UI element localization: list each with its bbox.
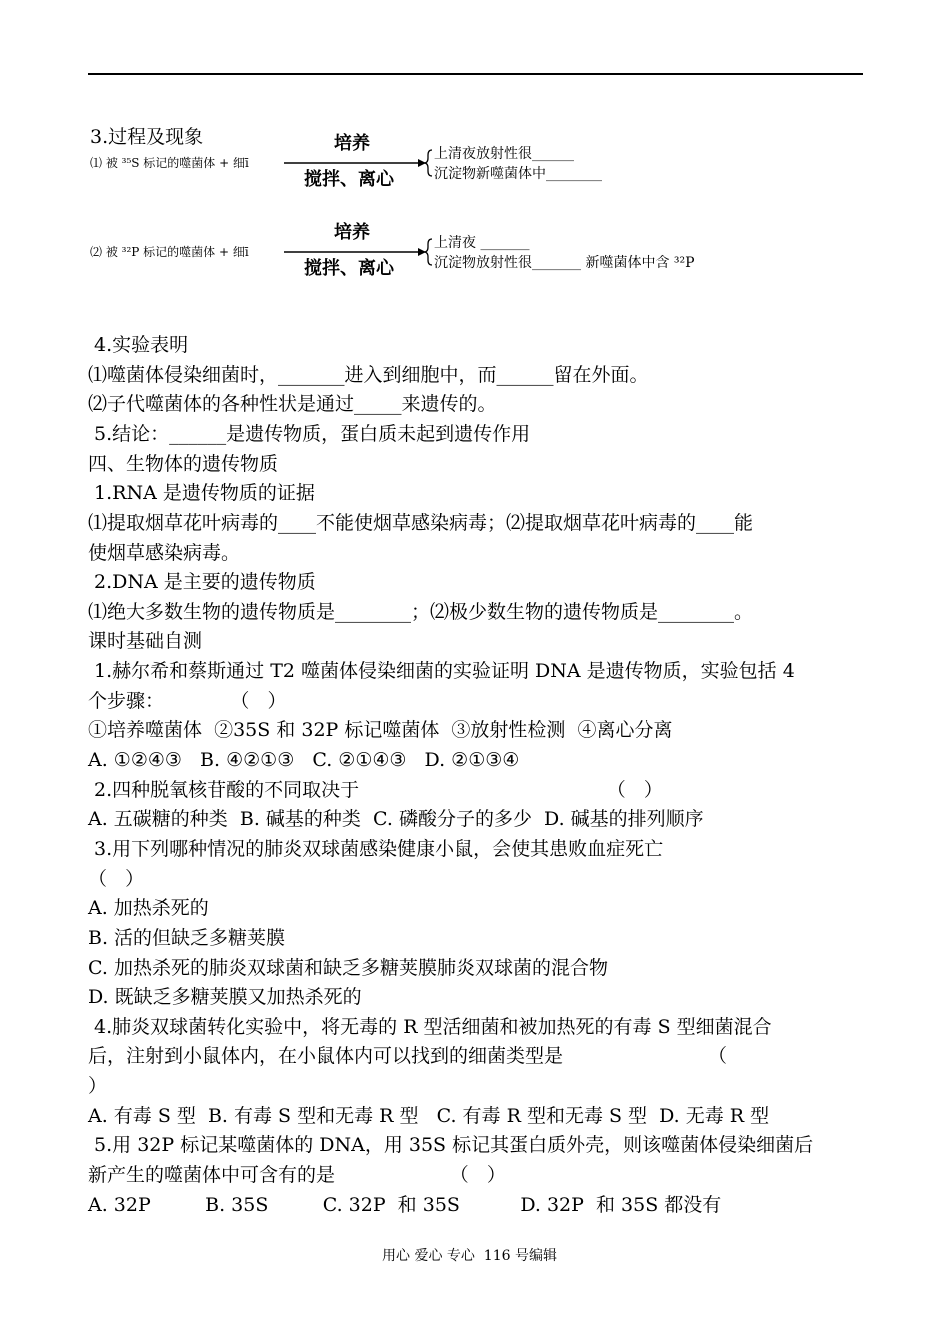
answer-option: A. 加热杀死的	[88, 897, 209, 919]
text-line: （ ）	[88, 868, 145, 890]
answer-options: A. 有毒 S 型 B. 有毒 S 型和无毒 R 型 C. 有毒 R 型和无毒 S 型 D. 无毒 R 型	[88, 1105, 770, 1127]
text-line: ⑴绝大多数生物的遗传物质是________；⑵极少数生物的遗传物质是________。	[88, 601, 754, 623]
text-line: 1.RNA 是遗传物质的证据	[88, 482, 315, 504]
row1-branch-upper: 上清夜放射性很______	[434, 146, 574, 162]
section-heading: 四、生物体的遗传物质	[88, 453, 279, 475]
question-3: 3.用下列哪种情况的肺炎双球菌感染健康小鼠，会使其患败血症死亡	[88, 838, 664, 860]
row2-label: ⑵ 被 ³²P 标记的噬菌体 + 细ī	[90, 245, 249, 259]
section-heading: 课时基础自测	[88, 630, 203, 652]
answer-option: C. 加热杀死的肺炎双球菌和缺乏多糖荚膜肺炎双球菌的混合物	[88, 957, 608, 979]
text-line: 个步骤： （ ）	[88, 690, 287, 712]
row2-branch-upper: 上清夜 _______	[434, 235, 530, 251]
answer-options: A. 五碳糖的种类 B. 碱基的种类 C. 磷酸分子的多少 D. 碱基的排列顺序	[88, 808, 704, 830]
question-1: 1.赫尔希和蔡斯通过 T2 噬菌体侵染细菌的实验证明 DNA 是遗传物质，实验包括 4	[88, 660, 795, 682]
question-5: 5.用 32P 标记某噬菌体的 DNA，用 35S 标记其蛋白质外壳，则该噬菌体侵染细菌后	[88, 1134, 814, 1156]
row2-top-text: 培养	[334, 222, 370, 243]
row2-branch-lower: 沉淀物放射性很_______ 新噬菌体中含 ³²P	[434, 255, 695, 271]
text-line: ⑵子代噬菌体的各种性状是通过_____来遗传的。	[88, 393, 497, 415]
text-line: ）	[88, 1075, 108, 1097]
page-footer: 用心 爱心 专心 116 号编辑	[382, 1248, 557, 1264]
answer-option: D. 既缺乏多糖荚膜又加热杀死的	[88, 986, 362, 1008]
text-line: ⑴噬菌体侵染细菌时，_______进入到细胞中，而______留在外面。	[88, 364, 649, 386]
text-line: 5.结论：______是遗传物质，蛋白质未起到遗传作用	[88, 423, 531, 445]
text-line: 后，注射到小鼠体内，在小鼠体内可以找到的细菌类型是 （	[88, 1045, 727, 1067]
text-line: 使烟草感染病毒。	[88, 542, 241, 564]
row1-bottom-text: 搅拌、离心	[304, 169, 394, 190]
answer-options: A. 32P B. 35S C. 32P 和 35S D. 32P 和 35S 都没有	[88, 1194, 722, 1216]
answer-option: B. 活的但缺乏多糖荚膜	[88, 927, 286, 949]
row1-brace	[424, 150, 432, 176]
row1-top-text: 培养	[334, 133, 370, 154]
text-line: 4.实验表明	[88, 334, 189, 356]
row2-brace	[424, 239, 432, 265]
answer-options: A. ①②④③ B. ④②①③ C. ②①④③ D. ②①③④	[88, 749, 520, 771]
process-heading: 3.过程及现象	[90, 126, 204, 148]
question-4: 4.肺炎双球菌转化实验中，将无毒的 R 型活细菌和被加热死的有毒 S 型细菌混合	[88, 1016, 772, 1038]
row2-bottom-text: 搅拌、离心	[304, 258, 394, 279]
question-2: 2.四种脱氧核苷酸的不同取决于 （ ）	[88, 779, 663, 801]
text-line: 新产生的噬菌体中可含有的是 （ ）	[88, 1164, 506, 1186]
row1-label: ⑴ 被 ³⁵S 标记的噬菌体 + 细ī	[90, 156, 249, 170]
text-line: 2.DNA 是主要的遗传物质	[88, 571, 316, 593]
text-line: ⑴提取烟草花叶病毒的____不能使烟草感染病毒；⑵提取烟草花叶病毒的____能	[88, 512, 754, 534]
text-line: ①培养噬菌体 ②35S 和 32P 标记噬菌体 ③放射性检测 ④离心分离	[88, 719, 673, 741]
row1-branch-lower: 沉淀物新噬菌体中________	[434, 166, 602, 182]
